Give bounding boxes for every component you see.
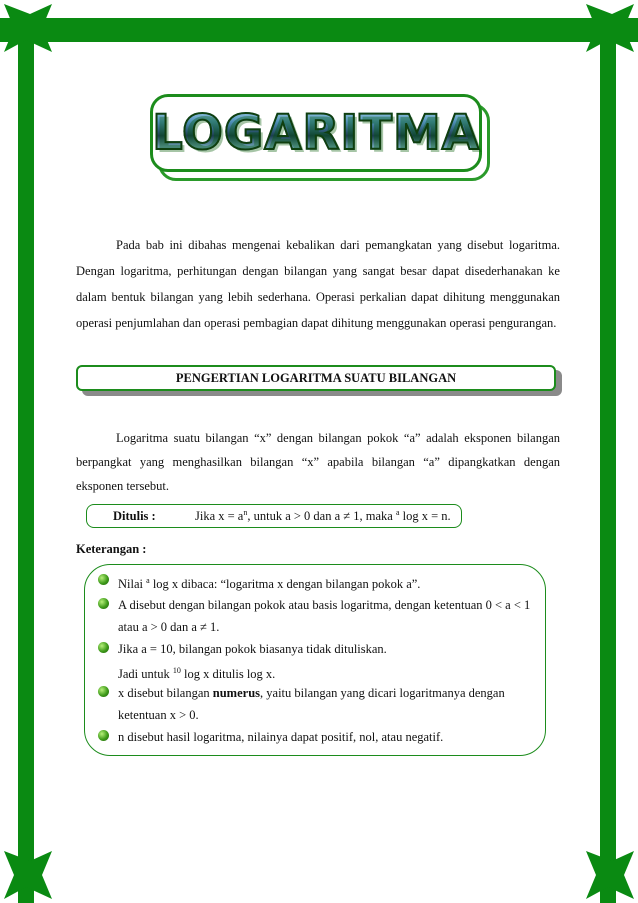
list-item: A disebut dengan bilangan pokok atau basis logaritma, dengan ketentuan 0 < a < 1 atau a > 0 dan a ≠ 1. bbox=[118, 598, 531, 634]
keterangan-label: Keterangan : bbox=[76, 542, 147, 556]
list-item: Jika a = 10, bilangan pokok biasanya tidak dituliskan. Jadi untuk $^{10}$ log x ditulis log x. bbox=[118, 642, 387, 682]
bullet-icon bbox=[98, 642, 109, 653]
list-item: Nilai $^a$ log x dibaca: “logaritma x dengan bilangan pokok a”. bbox=[118, 576, 421, 592]
list-item: n disebut hasil logaritma, nilainya dapat positif, nol, atau negatif. bbox=[118, 730, 444, 744]
list-item: x disebut bilangan numerus, yaitu bilangan yang dicari logaritmanya dengan ketentuan x > 0. bbox=[118, 686, 505, 722]
page-border-top bbox=[0, 18, 638, 42]
ditulis-formula: Jika $x = a^n$, untuk a > 0 dan a ≠ 1, maka $^a$ log x = n. bbox=[195, 507, 451, 524]
corner-star-icon bbox=[0, 847, 56, 903]
bullet-icon bbox=[98, 686, 109, 697]
bullet-icon bbox=[98, 598, 109, 609]
ditulis-box bbox=[86, 504, 462, 528]
corner-star-icon bbox=[582, 847, 638, 903]
corner-star-icon bbox=[582, 0, 638, 56]
bullet-icon bbox=[98, 574, 109, 585]
definition-paragraph: Logaritma suatu bilangan “x” dengan bilangan pokok “a” adalah eksponen bilangan berpangkat yang menghasilkan bilangan “x” apabila bilangan “a” dipangkatkan dengan eksponen tersebut. bbox=[76, 431, 560, 493]
title-box bbox=[150, 94, 482, 172]
ditulis-label: Ditulis : bbox=[113, 508, 156, 523]
page-border-left bbox=[18, 18, 34, 903]
bullet-icon bbox=[98, 730, 109, 741]
corner-star-icon bbox=[0, 0, 56, 56]
section-header: PENGERTIAN LOGARITMA SUATU BILANGAN bbox=[76, 365, 556, 391]
intro-paragraph: Pada bab ini dibahas mengenai kebalikan dari pemangkatan yang disebut logaritma. Dengan logaritma, perhitungan dengan bilangan yang sangat besar dapat disederhanakan ke dalam bentuk bilangan yang lebih sederhana. Operasi perkalian dapat dihitung menggunakan operasi penjumlahan dan operasi pembagian dapat dihitung menggunakan operasi pengurangan. bbox=[76, 238, 560, 330]
page-title: LOGARITMA bbox=[152, 105, 480, 161]
page-border-right bbox=[600, 18, 616, 903]
